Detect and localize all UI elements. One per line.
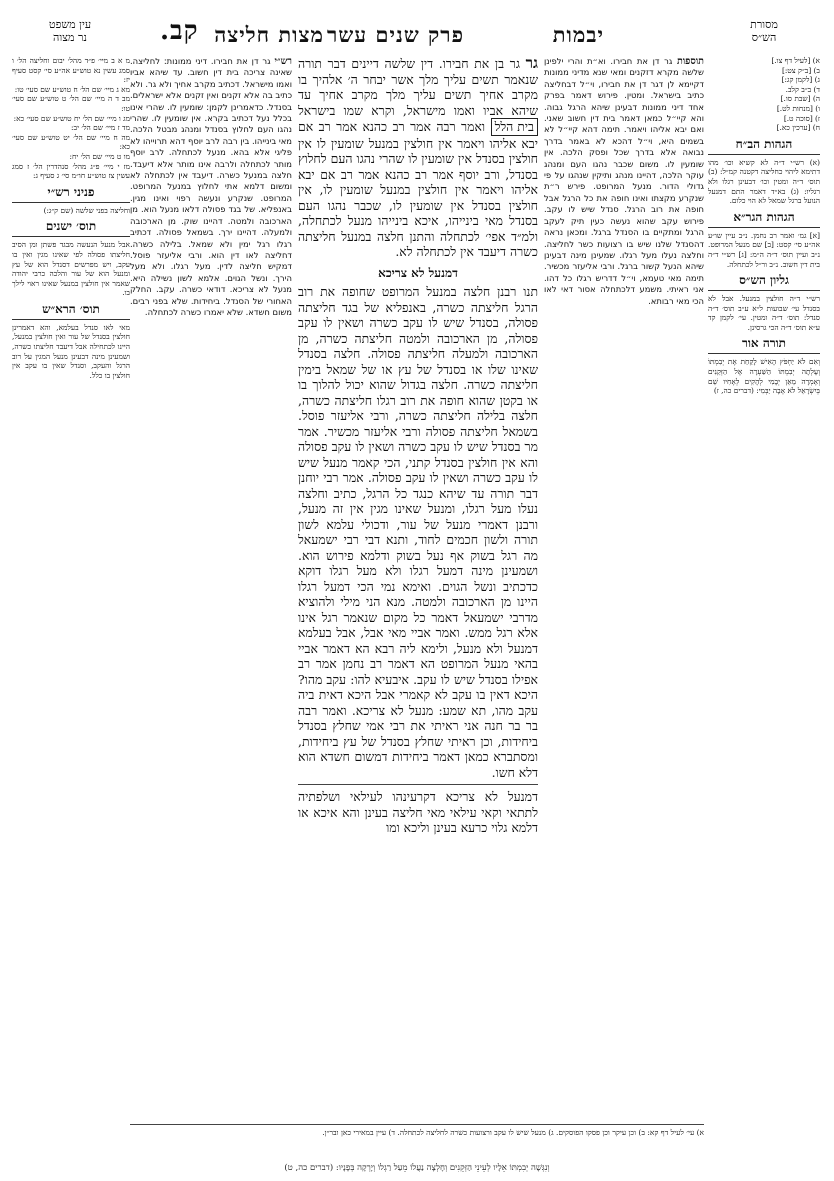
tosafot-yeshanim-text: אבל מנעל הנעשה מבגד פשתן ומן הסיב חליצתו פסולה לפי שאינו מגין ואין בו עקב, ויש מפרשים דסנדל הוא של עץ ומנעל הוא של עור והלכה כרבי יהודה שאמר אין חולצין במנעל שאינו ראוי לילך בו. bbox=[12, 240, 130, 298]
gemara-divider bbox=[298, 784, 538, 785]
page-header bbox=[40, 12, 794, 52]
tosafot-harosh-text: מאי לאו סנדל בעלמא, והא דאמרינן חולצין בסנדל של עור ואין חולצין במנעל, היינו לכתחילה אבל דיעבד חליצתו כשרה, ושמעינן מינה דבעינן מנעל המגין על רוב הרגל והעקב, וסנדל שאין בו עקב אין חולצין בו כלל. bbox=[12, 322, 130, 380]
ein-mishpat-line: מב ד ה מיי׳ שם הל׳ ט טוש״ע שם סעי׳ טו: bbox=[12, 94, 130, 113]
hagahot-habach-text: (א) רש״י ד״ה לא קשיא וכו׳ מהו דתימא ליהוי כחליצה דקטנה קמ״ל: (ב) תוס׳ ד״ה ומטין וכו׳ דבעינן רגלו ולא רגליו: (ג) בא״ד דאמר התם דמנעל הנועל ברגל שמאל לא הוי כלום. bbox=[708, 157, 820, 206]
ein-mishpat-list bbox=[12, 56, 130, 181]
ein-mishpat-line: מד ז מיי׳ שם הל׳ יב: bbox=[71, 123, 130, 133]
left-margin bbox=[12, 56, 130, 1156]
torah-or-footer: וְנִגְּשָׁה יְבִמְתּוֹ אֵלָיו לְעֵינֵי הַזְּקֵנִים וְחָלְצָה נַעֲלוֹ מֵעַל רַגְלוֹ וְיָרְקָה בְּפָנָיו: (דברים כה, ט) bbox=[284, 1163, 550, 1173]
gilyon-hashas-text: רש״י ד״ה חולצין במנעל. אבל לא בסנדל עי׳ שבועות ל״א ע״ב תוס׳ ד״ה סנדל: תוס׳ ד״ה ומטין. עי׳ לקמן קד ע״א תוס׳ ד״ה הכי גרסינן. bbox=[708, 294, 820, 332]
gemara-passage-2: ואמר רבה אמר רב כהנא אמר רב אם יבא אליהו ויאמר אין חולצין במנעל שומעין לו אין חולצין בסנדל אין שומעין לו שהרי נהגו העם לחלוץ בסנדל, ורב יוסף אמר רב כהנא אמר רב אם יבא אליהו ויאמר אין חולצין במנעל שומעין לו, אין חולצין בסנדל אין שומעין לו, שכבר נהגו העם בסנדל מאי בינייהו, איכא בינייהו מנעל לכתחלה, ולמ״ד אפי׳ לכתחלה והתנן חלצה במנעל חליצתה כשרה דיעבד אין לכתחלה לא. bbox=[298, 119, 538, 259]
masoret-header-label: מסורת הש״ס bbox=[750, 18, 778, 44]
gemara-section-heading: דמנעל לא צריכא bbox=[378, 265, 458, 280]
hagahot-habach-title: הגהות הב״ח bbox=[708, 137, 820, 155]
penei-rashi-title: פניני רש״י bbox=[12, 185, 130, 203]
main-columns bbox=[130, 56, 704, 1146]
ein-mishpat-line: מ א ב מיי׳ פ״ד מהל׳ יבום וחליצה הל׳ ו סמג עשין נא טוש״ע אה״ע סי׳ קסט סעיף יז: bbox=[12, 56, 130, 85]
tosafot-text: תוספות גר דן את חבירו. וא״ת והרי ילפינן שלשה מקרא דזקנים ומאי שנא מדיני ממונות דקיימא לן דגר דן את חבירו, וי״ל דבחליצה כתיב בישראל. ומטין. פירוש דאמר בפרק אחד דיני ממונות דבעינן שיהא הרגל גבוה. והא קיי״ל כמאן דאמר בית דין חשוב שאני. ואם יבא אליהו ויאמר. תימה דהא קיי״ל לא בשמים היא, וי״ל דהכא לא באמר בדרך נבואה אלא בדרך שכל ופסק הלכה. אין שומעין לו. משום שכבר נהגו העם ומנהג עוקר הלכה, דהיינו מנהג ותיקין שנהגו על פי גדולי הדור. מנעל המרופט. פירש ר״ת שנקרע מקצתו ואינו חופה את כל הרגל אבל חופה את רוב הרגל. סנדל שיש לו עקב. פירוש עקב שהוא נעשה כעין תיק לעקב הרגל ומתקיים בו הסנדל ברגל. ומכאן נראה דהסנדל שלנו שיש בו רצועות כשר לחליצה. וחלצה נעלו מעל רגלו. שמעינן מינה דבעינן שיהא הנעל קשור ברגל. ורבי אליעזר מכשיר. תימה מאי טעמא, וי״ל דדריש רגלו כל דהו. אני ראיתי. משמע דלכתחלה אסור דאי לאו הכי מאי רבותא. bbox=[544, 56, 704, 306]
masoret-line: ה) [שבת סו.] bbox=[780, 94, 820, 104]
masoret-line: ז) [סוכה ט.] bbox=[783, 113, 820, 123]
right-margin bbox=[708, 56, 820, 1156]
masoret-list bbox=[708, 56, 820, 133]
ein-mishpat-header-label: עין משפט נר מצוה bbox=[48, 18, 92, 44]
gemara-column bbox=[298, 56, 538, 1116]
masoret-line: ח) [ערכין כא.] bbox=[776, 123, 820, 133]
ein-mishpat-line: מא ג מיי׳ שם הל׳ ח טוש״ע שם סעי׳ טו: bbox=[14, 84, 130, 94]
rashi-title: רש״י bbox=[274, 56, 292, 67]
tosafot-harosh-title: תוס׳ הרא״ש bbox=[12, 302, 130, 320]
ein-mishpat-line: מה ח מיי׳ שם הל׳ יט טוש״ע שם סעי׳ כא: bbox=[12, 132, 130, 152]
masoret-line: ג) [לקמן קג:] bbox=[781, 75, 820, 85]
masoret-line: ב) [ב״ק צט:] bbox=[781, 65, 820, 75]
tosafot-title: תוספות bbox=[676, 56, 704, 67]
gemara-opening-word: גר bbox=[525, 56, 538, 72]
perek-name: מצות חליצה bbox=[214, 22, 324, 47]
ein-mishpat-line: מו ט מיי׳ שם הל׳ יח: bbox=[69, 151, 130, 161]
footnotes: א) עי׳ לעיל דף קא: ב) וכן עיקר וכן פסקו הפוסקים. ג) מנעל שיש לו עקב ורצועות כשרה לחליצה לכתחלה. ד) עיין במאירי כאן ובר״ן. bbox=[130, 1124, 704, 1138]
penei-rashi-text: וחליצה בפני שלשה (שם ק״ג:) bbox=[43, 205, 130, 215]
masechta-title: יבמות bbox=[552, 22, 604, 47]
hagahot-hagra-text: [א] גמ׳ ואמר רב נחמן. נ״ב עיין שו״ע אה״ע סי׳ קסט: [ב] שם מנעל המרופט. נ״ב ועיין תוס׳ ד״ה ה״מ: [ג] רש״י ד״ה בית דין חשוב. נ״ב ור״ל לכתחלה. bbox=[708, 230, 820, 269]
torah-or-title: תורה אור bbox=[708, 336, 820, 354]
gemara-passage-4: אמר רבי יוחנן דבר תורה עד שיהא כנגד כל הרגל, כתיב וחלצה נעלו מעל רגלו, ומנעל שאינו מגין אין זה מנעל, ורבנן דאמרי מנעל של עור, ודכולי עלמא לשון תורה ולשון חכמים לחוד, ותנא דבי רבי ישמעאל מה רגל בשוק אף נעל בשוק ודלמא פירוש הוא. ושמעינן מינה דמעל רגלו ולא מעל רגלו דוקא כדכתיב ונשל הגוים. ואימא נמי הכי דמעל רגלו היינו מן הארכובה ולמטה. מנא הני מילי ולהוציא מדרבי ישמעאל דאמר כל מקום שנאמר רגל אינו אלא רגל ממש. bbox=[298, 470, 538, 640]
gemara-text bbox=[298, 56, 538, 836]
rashi-text: רש״י גר דן את חבירו. דיני ממונות: לחליצה. שאינה צריכה בית דין חשוב. עד שיהא אביו ואמו מישראל. דכתיב מקרב אחיך ולא גר. ולא כתיב בה אלא זקנים ואין זקנים אלא ישראלים. בסנדל. כדאמרינן לקמן: שומעין לו. שהרי אינו בכלל נעל דכתיב בקרא. אין שומעין לו. שהרי נהגו העם לחלוץ בסנדל ומנהג מבטל הלכה. מאי בינייהו. בין רבה לרב יוסף דהא תרוייהו לא פליגי אלא בהא. מנעל לכתחלה. לרב יוסף מותר לכתחלה ולרבה אינו מותר אלא דיעבד. חלצה במנעל כשרה. דיעבד אין לכתחלה לא ומשום דלמא אתי לחלוץ במנעל המרופט. המרופט. שנקרע ונעשה רפוי ואינו מגין. באנפליא. של בגד פסולה דלאו מנעל הוא. מן הארכובה ולמטה. דהיינו שוק. מן הארכובה ולמעלה. דהיינו ירך. בשמאל פסולה. דכתיב רגלו רגל ימין ולא שמאל. בלילה כשרה. דחליצה לאו דין הוא. ורבי אליעזר פוסל. דמקיש חליצה לדין. מעל רגלו. ולא מעל הירך. ונשל הגוים. אלמא לשון נשילה היא. מנעל לא צריכא. דודאי כשרה. עקב. החלק האחורי של הסנדל. ביחידות. שלא בפני רבים. משום חשדא. שלא יאמרו כשרה לכתחלה. bbox=[130, 56, 292, 317]
hagahot-hagra-title: הגהות הגר״א bbox=[708, 210, 820, 228]
gilyon-hashas-title: גליון הש״ס bbox=[708, 273, 820, 291]
gemara-passage-3: תנו רבנן חלצה במנעל המרופט שחופה את רוב הרגל חליצתה כשרה, באנפליא של בגד חליצתה פסולה, בסנדל שיש לו עקב כשרה ושאין לו עקב פסולה, מן הארכובה ולמטה חליצתה כשרה, מן הארכובה ולמעלה חליצתה פסולה. חלצה בסנדל שאינו שלו או בסנדל של עץ או של שמאל בימין חליצתה כשרה. חלצה בגדול שהוא יכול להלוך בו או בקטן שהוא חופה את רוב רגלו חליצתה כשרה, חלצה בלילה חליצתה כשרה, ורבי אליעזר פוסל. בשמאל חליצתה פסולה ורבי אליעזר מכשיר. אמר מר בסנדל שיש לו עקב כשרה ושאין לו עקב פסולה והא אין חולצין בסנדל קתני, הכי קאמר מנעל שיש לו עקב כשרה ושאין לו עקב פסולה. bbox=[298, 284, 538, 485]
masoret-line: ד) ב״ב קלב. bbox=[785, 84, 820, 94]
tosafot-column bbox=[544, 56, 704, 1096]
ein-mishpat-line: מז י מיי׳ פ״ג מהל׳ סנהדרין הל׳ ז סמג עשין צז טוש״ע חו״מ סי׳ ג סעיף ג: bbox=[12, 161, 130, 181]
daf-number: קב. bbox=[160, 16, 199, 46]
rashi-column bbox=[130, 56, 292, 1096]
gemara-passage-5: ואמר אביי מאי אבל, אבל בעלמא דמנעל ולא מנעל, ולימא ליה רבא הא דאמר אביי בהאי מנעל המרופט הא דאמר רב נחמן אמר רב אפילו בסנדל שיש לו עקב. איבעיא להו: עקב מהו? היכא דאין בו עקב לא קאמרי אבל היכא דאית ביה עקב מהו, תא שמע: מנעל לא צריכא. ואמר רבה בר בר חנה אני ראיתי את רבי אמי שחלץ בסנדל ביחידות, וכן ראיתי שחלץ בסנדל של עץ ביחידות, ומסתברא כמאן דאמר ביחידות דמשום חשדא הוא דלא חשו. bbox=[298, 625, 538, 780]
perek-title: פרק שנים עשר bbox=[327, 22, 464, 47]
masoret-line: ו) [מנחות לט.] bbox=[776, 103, 820, 113]
masoret-line: א) [לעיל דף צו.] bbox=[771, 56, 820, 65]
gemara-closing-line: דמנעל לא צריכא דקרעינהו לעילאי ושלפתיה לתתאי וקאי עילאי מאי חליצה בעינן והא איכא או דלמא גלוי כרעא בעינן וליכא ומו bbox=[298, 789, 538, 835]
tosafot-yeshanim-title: תוס׳ ישנים bbox=[12, 219, 130, 237]
ein-mishpat-line: מג ו מיי׳ שם הל׳ יח טוש״ע שם סעי׳ כא: bbox=[13, 113, 130, 123]
torah-or-text: וְאִם לֹא יַחְפֹּץ הָאִישׁ לָקַחַת אֶת יְבִמְתּוֹ וְעָלְתָה יְבִמְתּוֹ הַשַּׁעְרָה אֶל הַזְּקֵנִים וְאָמְרָה מֵאֵן יְבָמִי לְהָקִים לְאָחִיו שֵׁם בְּיִשְׂרָאֵל לֹא אָבָה יַבְּמִי: (דברים כה, ז) bbox=[708, 357, 820, 396]
gemara-highlighted-word: בית הלל bbox=[491, 118, 538, 136]
gemara-passage-1: גר בן את חבירו. דין שלשה דיינים דבר תורה שנאמר תשים עליך מלך אשר יבחר ה׳ אלהיך בו מקרב אחיך תשים עליך מלך מקרב אחיך עד שיהא אביו ואמו מישראל, וקרא שמו בישראל bbox=[298, 56, 538, 118]
